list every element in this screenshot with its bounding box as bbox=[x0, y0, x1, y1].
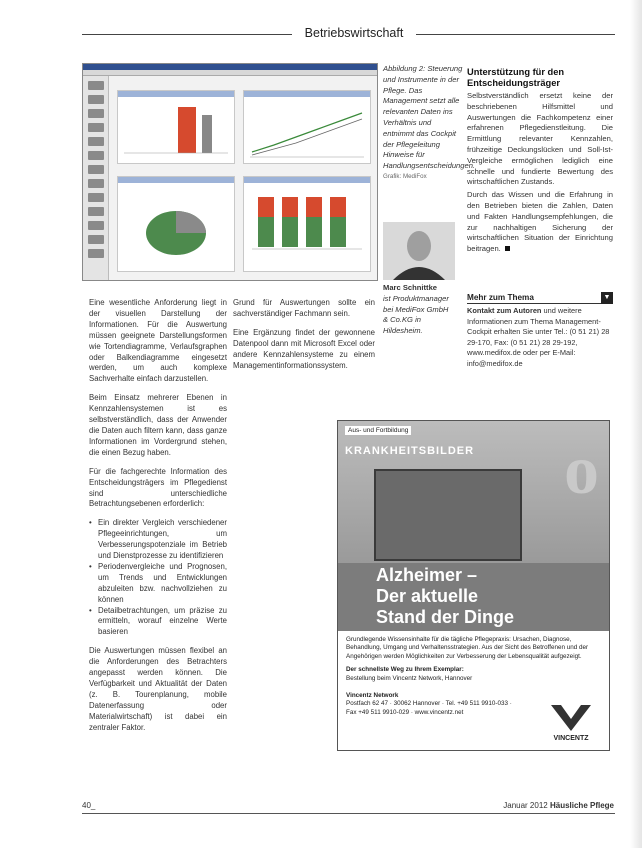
ad-big-letter: o bbox=[564, 432, 599, 509]
article-paragraph: Eine Ergänzung findet der gewonnene Datenpool dann mit Microsoft Excel oder andere Kennzahlensysteme zu einem Managementinformationssystem. bbox=[233, 327, 375, 370]
dvd-case-icon bbox=[374, 469, 522, 561]
article-paragraph: Beim Einsatz mehrerer Ebenen in Kennzahlensystemen ist es selbstverständlich, dass der Anwender die Daten auch filtern kann, dass ganze Informationen im Vordergrund stehen, die einen Bezug haben. bbox=[89, 393, 227, 457]
footer-rule bbox=[82, 813, 615, 814]
article-paragraph: Grund für Auswertungen sollte ein sachverständiger Fachmann sein. bbox=[233, 298, 375, 318]
author-bio bbox=[383, 283, 455, 337]
screenshot-line-chart bbox=[244, 97, 370, 163]
header-rule-left bbox=[82, 34, 292, 35]
page-fold-shadow bbox=[630, 0, 642, 848]
contact-text: und weitere Informationen zum Thema Management-Cockpit erhalten Sie unter Tel.: (0 51 21) 28 29-170, Fax: (0 51 21) 28 29-192, www.medifox.de oder per E-Mail: info@medifox.de bbox=[467, 306, 610, 368]
ad-headline-line: Alzheimer – bbox=[376, 565, 478, 585]
sidebar-heading: Unterstützung für den Entscheidungsträger bbox=[467, 67, 565, 88]
header-rule-right bbox=[416, 34, 615, 35]
author-portrait bbox=[383, 222, 455, 280]
ad-headline-line: Stand der Dinge bbox=[376, 607, 515, 627]
sidebar-paragraph-2 bbox=[467, 190, 613, 255]
ad-series: KRANKHEITSBILDER bbox=[345, 445, 475, 457]
screenshot-panel-line-chart bbox=[243, 90, 371, 164]
screenshot-menubar bbox=[83, 70, 377, 76]
footer-issue bbox=[503, 801, 614, 810]
footer-issue-date: Januar 2012 bbox=[503, 801, 548, 810]
ad-description: Grundlegende Wissensinhalte für die tägliche Pflegepraxis: Ursachen, Diagnose, Behandlung, Umgang und Verhaltensstrategien. Aus der Sicht des Betroffenen und der Angehörigen werden Möglichkeiten zur Verbesserung der Lebensqualität aufgezeigt. bbox=[346, 636, 589, 660]
bullet-item: • Periodenvergleiche und Prognosen, um Trends und Entwicklungen abzuleiten bzw. nachvollziehen zu können bbox=[89, 562, 227, 606]
section-title: Betriebswirtschaft bbox=[294, 26, 414, 40]
page-number: 40_ bbox=[82, 801, 96, 810]
figure-caption bbox=[383, 64, 476, 183]
ad-cover bbox=[338, 421, 609, 563]
author-name: Marc Schnittke bbox=[383, 283, 438, 292]
article-column-1 bbox=[89, 298, 227, 742]
vincentz-logo bbox=[543, 703, 599, 742]
figure-caption-text: Abbildung 2: Steuerung und Instrumente in der Pflege. Das Management setzt alle relevanten Daten ins Verhältnis und entnimmt das Cockpit der Pflegeleitung Hinweise für Handlungsentscheidungen. bbox=[383, 64, 476, 171]
ad-order-head: Der schnellste Weg zu Ihrem Exemplar: bbox=[346, 666, 464, 674]
ad-headline bbox=[338, 563, 609, 631]
end-mark-icon bbox=[505, 246, 510, 251]
author-role: ist Produktmanager bei MediFox GmbH & Co.KG in Hildesheim. bbox=[383, 293, 449, 336]
bullet-item: • Ein direkter Vergleich verschiedener Pflegeeinrichtungen, um Verbesserungspotenziale im Betrieb und Dienstprozesse zu identifizieren bbox=[89, 518, 227, 562]
ad-contact-text: Postfach 62 47 · 30062 Hannover · Tel. +49 511 9910-033 · Fax +49 511 9910-029 · www.vincentz.net bbox=[346, 700, 512, 716]
ad-order-text: Bestellung beim Vincentz Network, Hannover bbox=[346, 674, 473, 682]
screenshot-pie-chart bbox=[118, 183, 234, 271]
screenshot-stacked-bar-chart bbox=[244, 183, 370, 271]
ad-contact-name: Vincentz Network bbox=[346, 692, 399, 700]
more-info-heading: Mehr zum Thema bbox=[467, 293, 534, 302]
advertisement[interactable] bbox=[337, 420, 610, 751]
more-info-box bbox=[467, 292, 613, 370]
article-column-2 bbox=[233, 298, 375, 379]
article-paragraph: Eine wesentliche Anforderung liegt in der visuellen Darstellung der Informationen. Für die Auswertung müssen geeignete Darstellungsformen wie Tortendiagramme, Verlaufsgraphen oder Balkendiagramme eingesetzt werden, um auch komplexe Sachverhalte einfach darzustellen. bbox=[89, 298, 227, 384]
vincentz-logo-text: VINCENTZ bbox=[553, 735, 589, 742]
screenshot-bar-chart bbox=[118, 97, 234, 163]
screenshot-panel-stacked-bars bbox=[243, 176, 371, 272]
cockpit-screenshot bbox=[82, 63, 378, 281]
article-paragraph: Für die fachgerechte Information des Entscheidungsträgers im Pflegedienst sind unterschiedliche Betrachtungsebenen erforderlich: bbox=[89, 466, 227, 509]
bullet-item: • Detailbetrachtungen, um präzise zu ermitteln, worauf einzelne Werte basieren bbox=[89, 606, 227, 639]
article-bullet-list bbox=[89, 518, 227, 638]
ad-contact bbox=[338, 688, 528, 721]
ad-order-info bbox=[338, 661, 609, 688]
screenshot-sidebar bbox=[83, 76, 109, 280]
sidebar-box bbox=[467, 67, 613, 255]
more-info-body bbox=[467, 306, 613, 370]
screenshot-panel-bar-chart bbox=[117, 90, 235, 164]
author-photo bbox=[383, 222, 455, 280]
footer-journal: Häusliche Pflege bbox=[549, 801, 614, 810]
arrow-down-icon: ▼ bbox=[601, 292, 613, 304]
ad-tag: Aus- und Fortbildung bbox=[345, 426, 411, 435]
sidebar-paragraph-2-text: Durch das Wissen und die Erfahrung in den Betrieben bieten die Zahlen, Daten und Fakten Handlungsempfehlungen, die zur nachhaltigen Sicherung der wirtschaftlichen Situation der Einrichtung beitragen. bbox=[467, 190, 613, 254]
more-info-header bbox=[467, 292, 613, 304]
contact-label: Kontakt zum Autoren bbox=[467, 306, 542, 315]
article-paragraph: Die Auswertungen müssen flexibel an die Anforderungen des Betrachters angepasst werden können. Die Verfügbarkeit und Aktualität der Daten (z. B. Tourenplanung, mobile Datenerfassung oder Materialwirtschaft) ist dabei ein zentraler Faktor. bbox=[89, 646, 227, 732]
ad-headline-line: Der aktuelle bbox=[376, 586, 479, 606]
vincentz-logo-icon bbox=[549, 703, 593, 733]
screenshot-panel-pie-chart bbox=[117, 176, 235, 272]
figure-source: Grafik: MediFox bbox=[383, 172, 427, 180]
sidebar-paragraph-1: Selbstverständlich ersetzt keine der beschriebenen Hilfsmittel und Auswertungen die Fachkompetenz einer erfahrenen Pflegedienstleitung. Die Ermittlung relevanter Kennzahlen, frühzeitige Deckungslücken und Soll-Ist-Vergleiche ermöglichen lediglich eine schnelle und fundierte Bewertung des wirtschaftlichen Zustands. bbox=[467, 91, 613, 187]
